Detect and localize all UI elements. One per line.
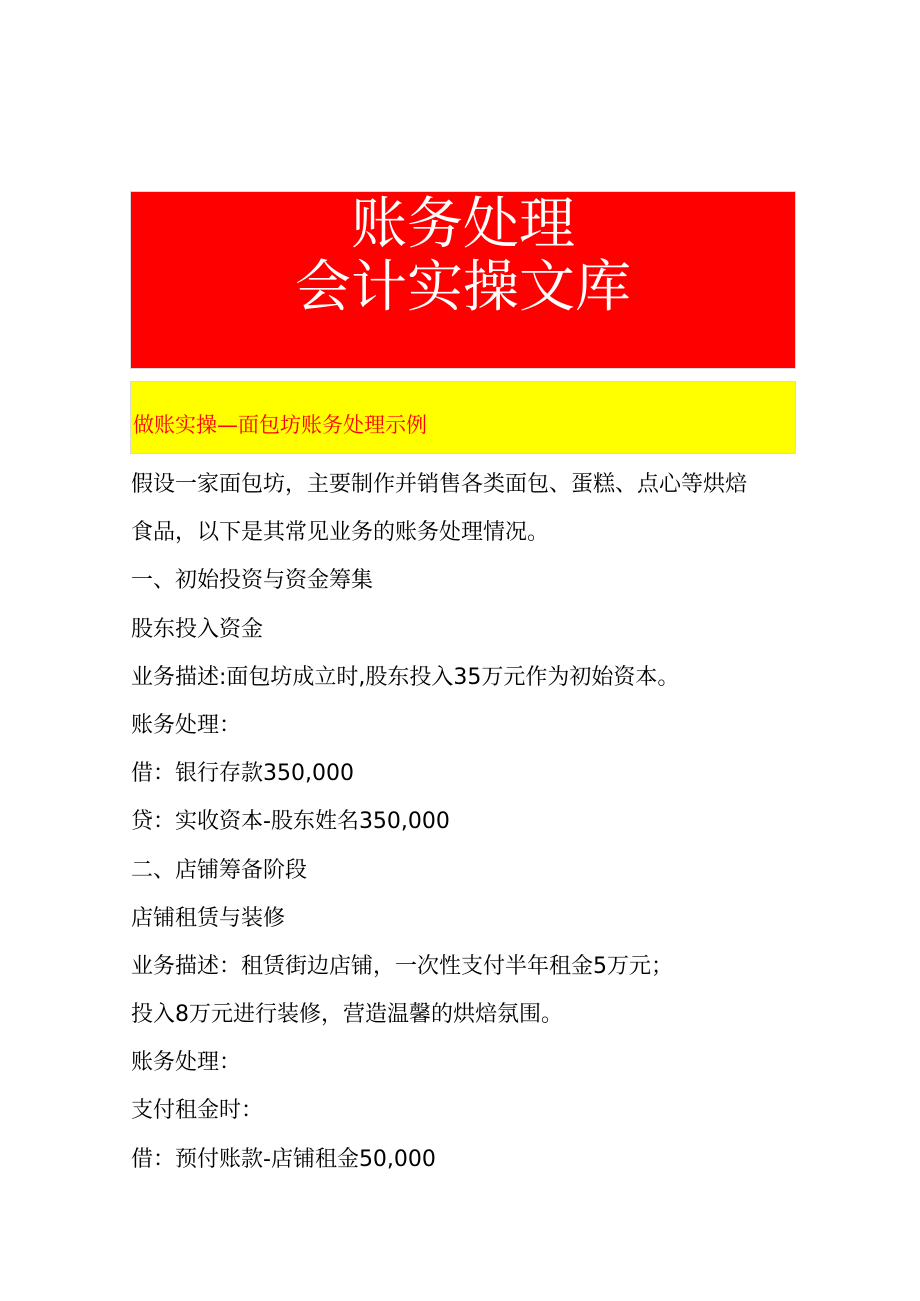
- business-description: 业务描述：租赁街边店铺，一次性支付半年租金5万元；: [131, 953, 673, 979]
- body-paragraph-line: 食品，以下是其常见业务的账务处理情况。: [131, 520, 550, 546]
- business-description-continued: 投入8万元进行装修，营造温馨的烘焙氛围。: [131, 1002, 563, 1028]
- title-banner: [130, 191, 796, 369]
- section-heading-store-preparation: 二、店铺筹备阶段: [131, 857, 308, 883]
- section-heading-initial-investment: 一、初始投资与资金筹集: [131, 568, 374, 594]
- body-paragraph-line: 假设一家面包坊，主要制作并销售各类面包、蛋糕、点心等烘焙: [131, 472, 748, 497]
- subtitle-box: [130, 381, 796, 454]
- business-description: 业务描述:面包坊成立时,股东投入35万元作为初始资本。: [131, 664, 680, 690]
- banner-title-line-2: 会计实操文库: [295, 255, 631, 320]
- debit-entry: 借：预付账款-店铺租金50,000: [131, 1146, 436, 1172]
- document-body: [131, 461, 796, 1184]
- subtitle-text: 做账实操—面包坊账务处理示例: [133, 413, 427, 437]
- accounting-label: 账务处理：: [131, 1050, 242, 1076]
- debit-entry: 借：银行存款350,000: [131, 761, 354, 787]
- subsection-heading: 店铺租赁与装修: [131, 905, 286, 931]
- banner-title-line-1: 账务处理: [351, 192, 575, 257]
- accounting-label: 账务处理：: [131, 712, 242, 738]
- entry-condition-label: 支付租金时：: [131, 1098, 264, 1124]
- credit-entry: 贷：实收资本-股东姓名350,000: [131, 809, 450, 835]
- subsection-heading: 股东投入资金: [131, 616, 264, 642]
